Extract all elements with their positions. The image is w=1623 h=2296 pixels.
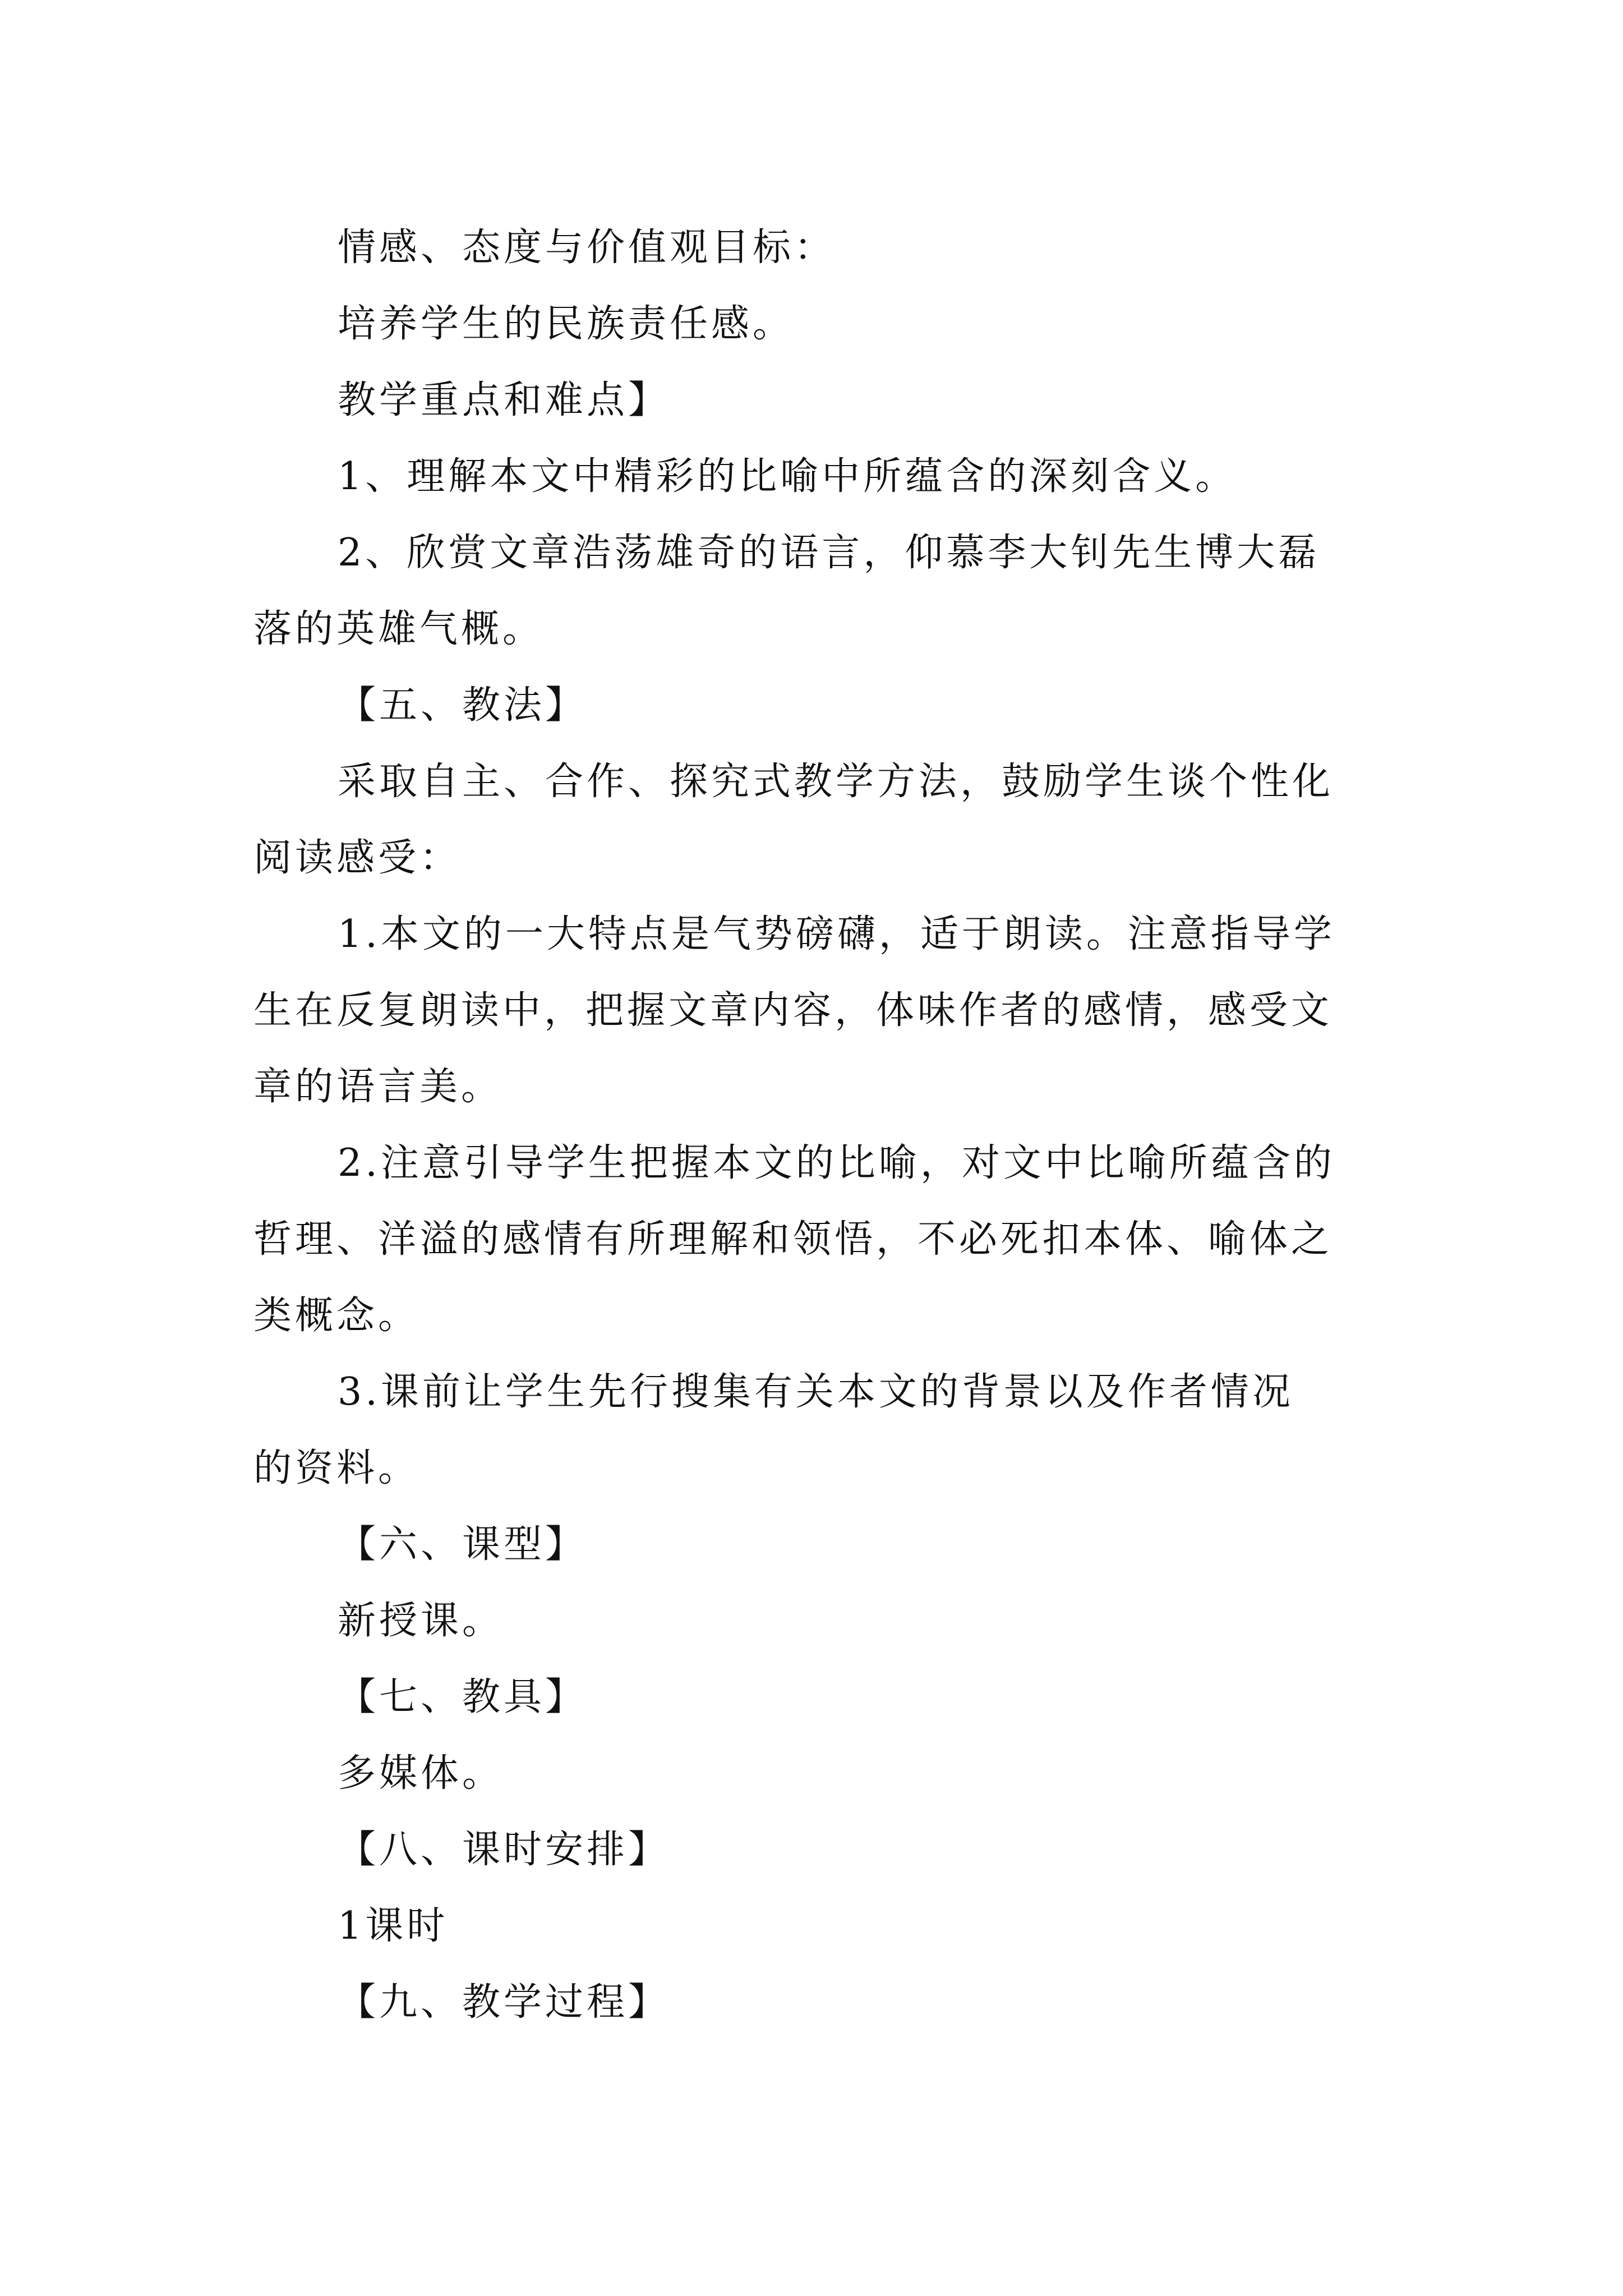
- heading-key-points: 教学重点和难点】: [338, 378, 670, 422]
- section-heading: 【九、教学过程】: [338, 1980, 670, 2024]
- list-item-continuation: 生在反复朗读中，把握文章内容，体味作者的感情，感受文: [253, 988, 1333, 1033]
- paragraph: 培养学生的民族责任感。: [338, 302, 795, 346]
- section-heading: 【八、课时安排】: [338, 1828, 670, 1872]
- section-heading: 【七、教具】: [338, 1675, 587, 1719]
- paragraph-continuation: 阅读感受：: [253, 836, 462, 880]
- list-item-continuation: 章的语言美。: [253, 1065, 503, 1109]
- paragraph: 多媒体。: [338, 1751, 504, 1796]
- paragraph: 新授课。: [338, 1599, 504, 1643]
- list-item: 2.注意引导学生把握本文的比喻，对文中比喻所蕴含的: [338, 1141, 1335, 1185]
- section-heading: 【六、课型】: [338, 1522, 587, 1567]
- paragraph: 1课时: [338, 1904, 449, 1948]
- section-heading: 【五、教法】: [338, 683, 587, 728]
- list-item: 2、欣赏文章浩荡雄奇的语言，仰慕李大钊先生博大磊: [338, 531, 1320, 575]
- list-item: 1、理解本文中精彩的比喻中所蕴含的深刻含义。: [338, 454, 1237, 499]
- list-item-continuation: 哲理、洋溢的感情有所理解和领悟，不必死扣本体、喻体之: [253, 1217, 1333, 1262]
- list-item-continuation: 的资料。: [253, 1446, 420, 1490]
- list-item: 1.本文的一大特点是气势磅礴，适于朗读。注意指导学: [338, 912, 1335, 956]
- paragraph: 采取自主、合作、探究式教学方法，鼓励学生谈个性化: [338, 760, 1334, 804]
- list-item-continuation: 类概念。: [253, 1294, 420, 1338]
- list-item-continuation: 落的英雄气概。: [253, 607, 545, 651]
- heading-affective-goals: 情感、态度与价值观目标：: [338, 226, 836, 270]
- list-item: 3.课前让学生先行搜集有关本文的背景以及作者情况: [338, 1370, 1294, 1414]
